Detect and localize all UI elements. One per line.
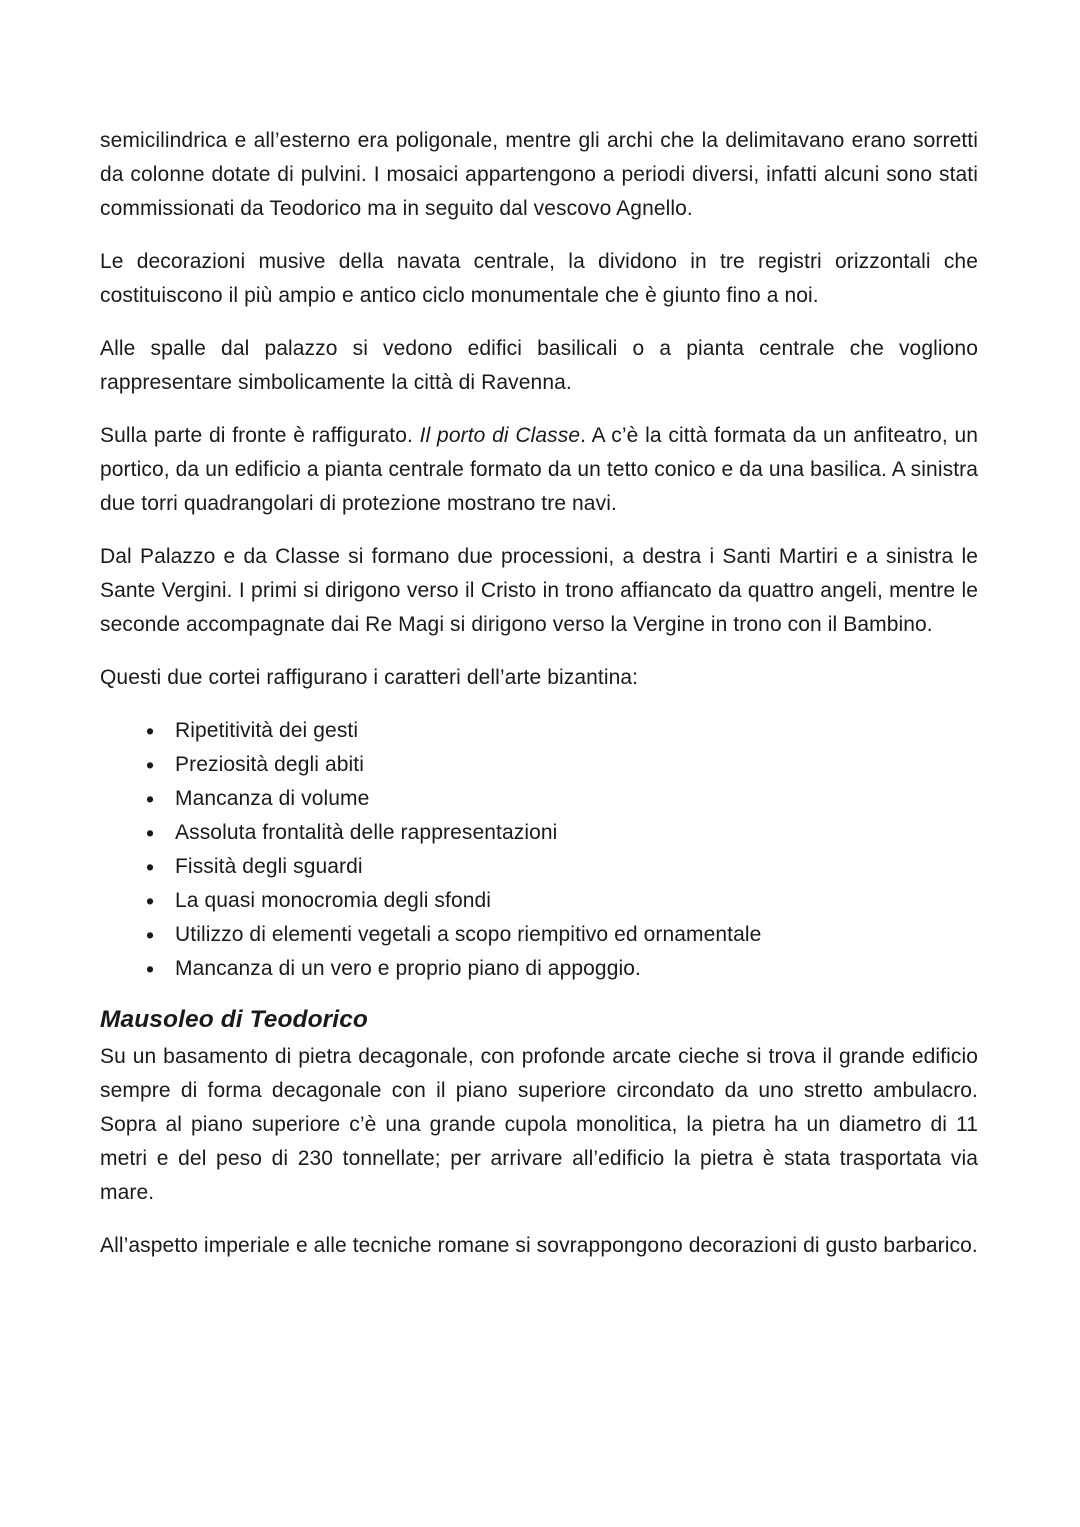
body-paragraph: All’aspetto imperiale e alle tecniche romane si sovrappongono decorazioni di gusto barbarico.: [100, 1234, 978, 1257]
bullet-item: • Utilizzo di elementi vegetali a scopo riempitivo ed ornamentale: [100, 918, 978, 952]
bullet-item: • Mancanza di un vero e proprio piano di appoggio.: [100, 952, 978, 986]
bullet-item: • Assoluta frontalità delle rappresentazioni: [100, 816, 978, 850]
italic-title-run: Il porto di Classe: [419, 424, 581, 447]
bullet-item: • La quasi monocromia degli sfondi: [100, 884, 978, 918]
bullet-item: • Ripetitività dei gesti: [100, 714, 978, 748]
body-paragraph: Su un basamento di pietra decagonale, con profonde arcate cieche si trova il grande edificio sempre di forma decagonale con il piano superiore circondato da uno stretto ambulacro. Sopra al piano superiore c’è una grande cupola monolitica, la pietra ha un diametro di 11 metri e del peso di 230 tonnellate; per arrivare all’edificio la pietra è stata trasportata via mare.: [100, 1045, 978, 1204]
body-paragraph: semicilindrica e all’esterno era poligonale, mentre gli archi che la delimitavano erano sorretti da colonne dotate di pulvini. I mosaici appartengono a periodi diversi, infatti alcuni sono stati commissionati da Teodorico ma in seguito dal vescovo Agnello.: [100, 129, 978, 220]
section-heading-mausoleo: Mausoleo di Teodorico: [100, 1006, 368, 1033]
body-paragraph: Dal Palazzo e da Classe si formano due processioni, a destra i Santi Martiri e a sinistra le Sante Vergini. I primi si dirigono verso il Cristo in trono affiancato da quattro angeli, mentre le seconde accompagnate dai Re Magi si dirigono verso la Vergine in trono con il Bambino.: [100, 545, 978, 636]
body-paragraph-list-lead: Questi due cortei raffigurano i caratteri dell’arte bizantina:: [100, 666, 639, 689]
paragraph-segment: . A c’è la città formata da un anfiteatro, un portico, da un edificio a pianta centrale formato da un tetto conico e da una basilica. A sinistra due torri quadrangolari di protezione mostrano tre navi.: [100, 424, 979, 515]
bullet-item: • Fissità degli sguardi: [100, 850, 978, 884]
bullet-item: • Preziosità degli abiti: [100, 748, 978, 782]
bullet-item: • Mancanza di volume: [100, 782, 978, 816]
body-paragraph: Le decorazioni musive della navata centrale, la dividono in tre registri orizzontali che costituiscono il più ampio e antico ciclo monumentale che è giunto fino a noi.: [100, 250, 978, 307]
body-paragraph: Alle spalle dal palazzo si vedono edifici basilicali o a pianta centrale che vogliono rappresentare simbolicamente la città di Ravenna.: [100, 337, 978, 394]
bullet-list: [100, 714, 978, 986]
paragraph-segment: Sulla parte di fronte è raffigurato.: [100, 424, 420, 447]
body-paragraph-porto-di-classe: [100, 419, 978, 521]
